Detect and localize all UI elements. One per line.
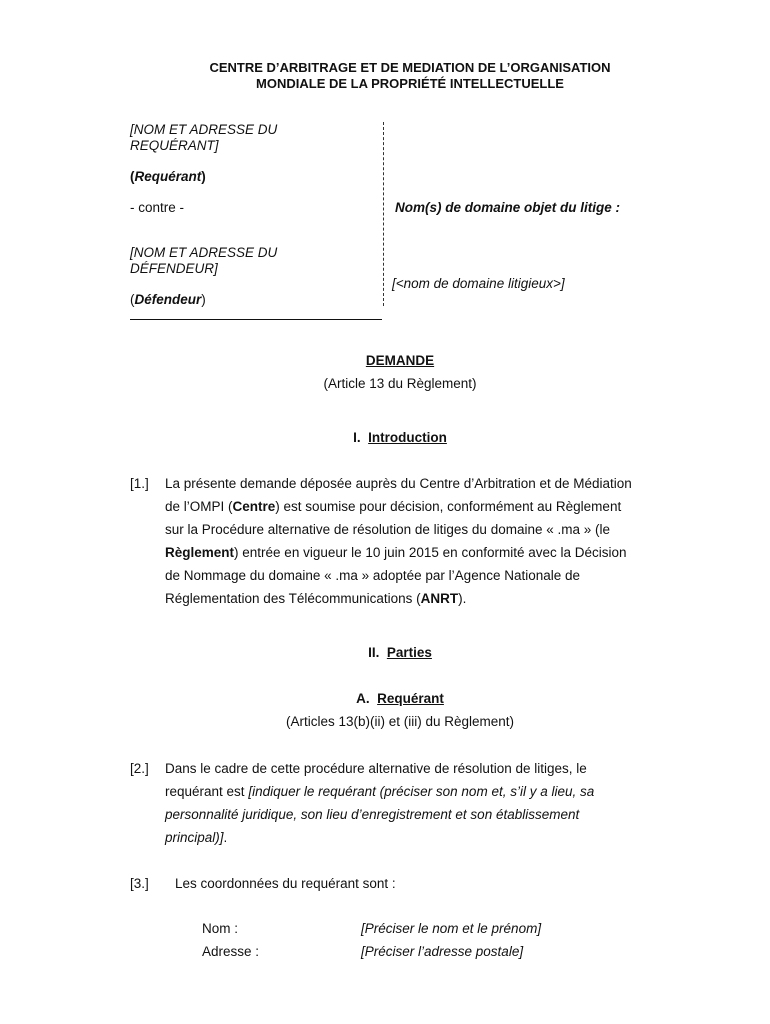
complainant-address-line-1: [NOM ET ADRESSE DU (130, 122, 278, 137)
domain-heading: Nom(s) de domaine objet du litige : (395, 200, 621, 215)
paragraph-2 (165, 757, 665, 849)
paragraph-2-italic: [indiquer le requérant (préciser son nom et, s’il y a lieu, sa (248, 784, 595, 799)
contact-address-label: Adresse : (202, 944, 260, 959)
contact-name-label: Nom : (202, 921, 239, 936)
paragraph-1-line-4 (165, 541, 665, 564)
subsection-title: Requérant (377, 691, 444, 706)
domain-placeholder: [<nom de domaine litigieux>] (392, 276, 565, 291)
subsection-subtitle: (Articles 13(b)(ii) et (iii) du Règlement) (285, 714, 515, 729)
paragraph-2-text: requérant est (165, 784, 249, 799)
respondent-address-line-1: [NOM ET ADRESSE DU (130, 245, 278, 260)
section-heading-parties (0, 645, 770, 660)
complainant-label: (Requérant) (130, 169, 206, 184)
section-heading-introduction (0, 430, 770, 445)
section-number: II. (368, 645, 380, 660)
paragraph-1-bold-centre: Centre (232, 499, 276, 514)
respondent-address (130, 245, 277, 277)
complainant-address-line-2: REQUÉRANT] (130, 138, 219, 153)
paragraph-3: Les coordonnées du requérant sont : (175, 876, 396, 891)
document-title: DEMANDE (365, 353, 435, 368)
complainant-label-text: Requérant (134, 169, 202, 184)
paragraph-1-text: ) est soumise pour décision, conformément au Règlement (275, 499, 622, 514)
paragraph-1-text: ). (458, 591, 467, 606)
paragraph-2-line-4 (165, 826, 665, 849)
paragraph-1-line-3: sur la Procédure alternative de résolution de litiges du domaine « .ma » (le (165, 522, 610, 537)
subsection-heading-requerant (0, 691, 770, 706)
paragraph-2-line-3: personnalité juridique, son lieu d’enregistrement et son établissement (165, 807, 580, 822)
paragraph-number-1: [1.] (130, 476, 149, 491)
paragraph-1 (165, 472, 665, 610)
paragraph-2-text: . (223, 830, 228, 845)
paragraph-number-3: [3.] (130, 876, 149, 891)
paragraph-1-line-6 (165, 587, 665, 610)
paragraph-1-line-1: La présente demande déposée auprès du Centre d’Arbitration et de Médiation (165, 476, 632, 491)
contact-address-value: [Préciser l’adresse postale] (361, 944, 524, 959)
paragraph-2-line-1: Dans le cadre de cette procédure alternative de résolution de litiges, le (165, 761, 587, 776)
document-header-line-1: CENTRE D’ARBITRAGE ET DE MEDIATION DE L’ORGANISATION (209, 60, 611, 75)
paragraph-1-text: de l’OMPI ( (165, 499, 233, 514)
paragraph-1-text: ) entrée en vigueur le 10 juin 2015 en conformité avec la Décision (234, 545, 627, 560)
section-number: I. (353, 430, 361, 445)
paragraph-1-line-5: de Nommage du domaine « .ma » adoptée par l’Agence Nationale de (165, 568, 581, 583)
respondent-label: (Défendeur) (130, 292, 206, 307)
contact-name-value: [Préciser le nom et le prénom] (361, 921, 542, 936)
document-subtitle: (Article 13 du Règlement) (323, 376, 477, 391)
paragraph-2-line-2 (165, 780, 665, 803)
respondent-label-text: Défendeur (134, 292, 202, 307)
paragraph-1-bold-reglement: Règlement (165, 545, 235, 560)
subsection-number: A. (356, 691, 370, 706)
section-title: Introduction (368, 430, 447, 445)
paragraph-1-line-2 (165, 495, 665, 518)
caption-separator (383, 122, 384, 306)
paragraph-1-bold-anrt: ANRT (420, 591, 459, 606)
paragraph-2-italic: principal)] (165, 830, 224, 845)
versus-text: - contre - (130, 200, 185, 215)
document-header-line-2: MONDIALE DE LA PROPRIÉTÉ INTELLECTUELLE (256, 76, 564, 91)
paragraph-number-2: [2.] (130, 761, 149, 776)
respondent-address-line-2: DÉFENDEUR] (130, 261, 218, 276)
paragraph-1-text: Réglementation des Télécommunications ( (165, 591, 421, 606)
complainant-address (130, 122, 277, 154)
caption-bottom-rule (130, 319, 382, 320)
section-title: Parties (386, 645, 432, 660)
